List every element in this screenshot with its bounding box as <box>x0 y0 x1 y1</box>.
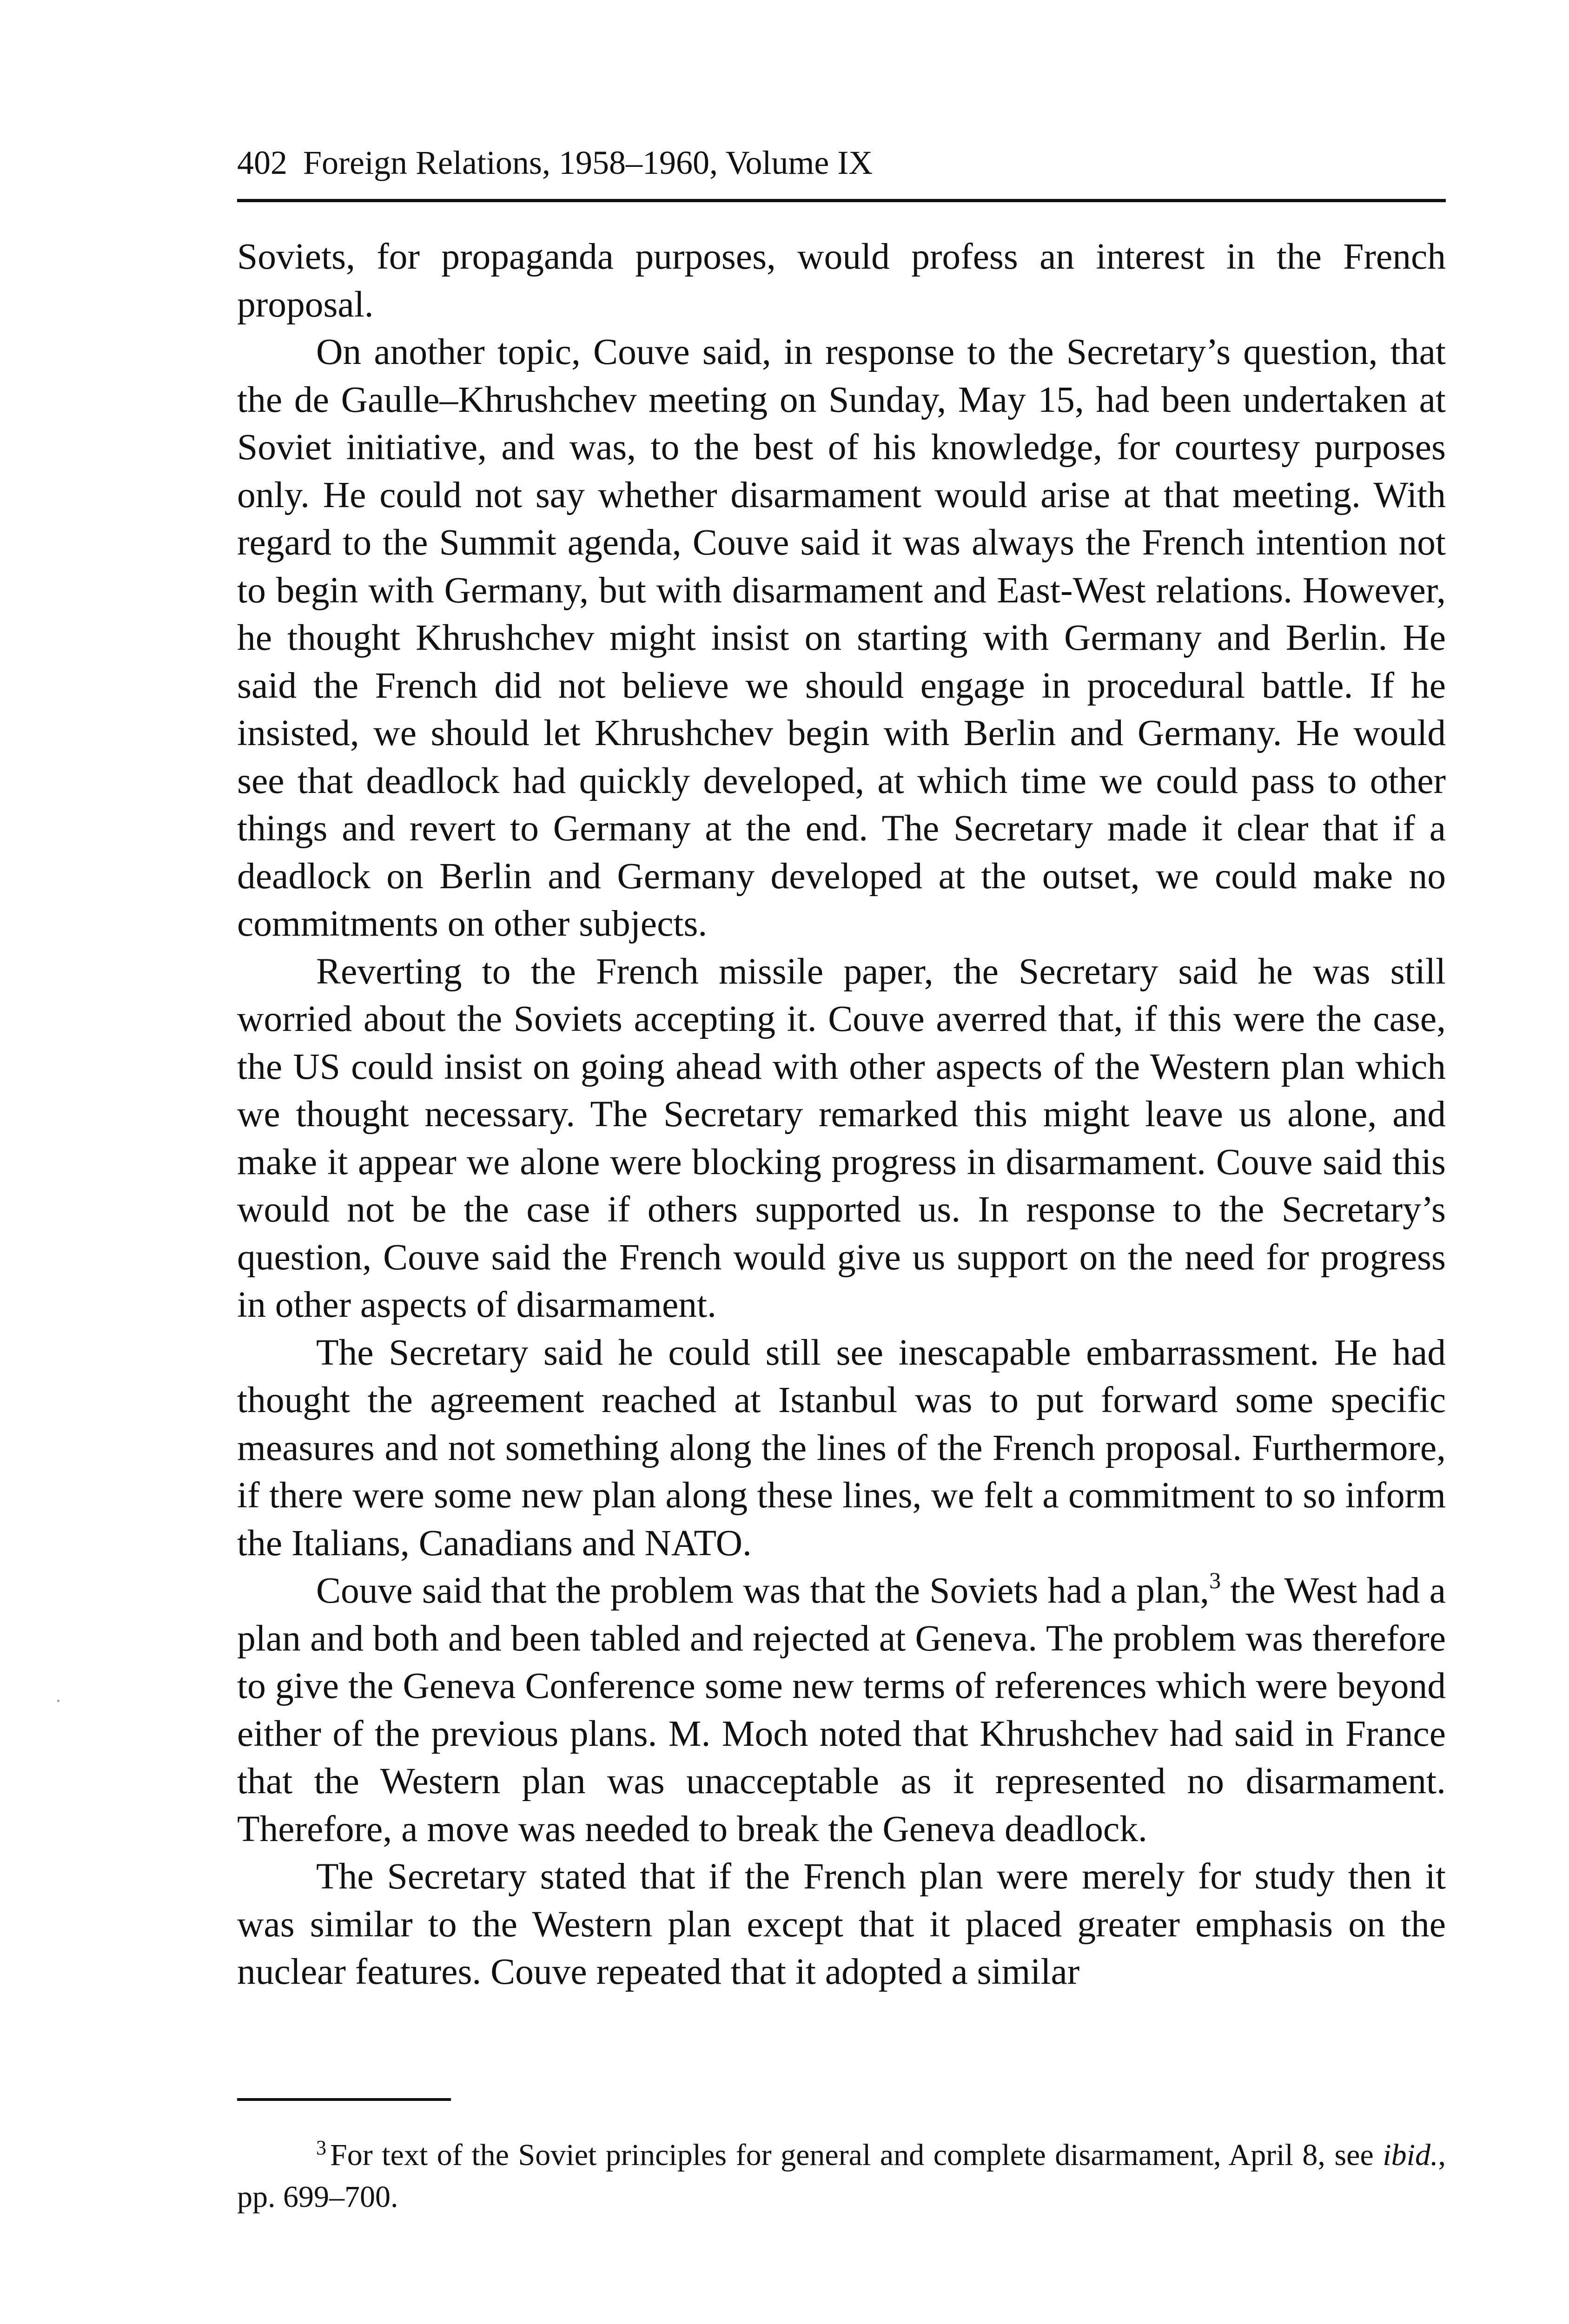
paragraph-5-rest: the West had a plan and both and been tabled and rejected at Geneva. The problem was therefore to give the Geneva Conference some new terms of references which were beyond either of the previous plans. M. Moch noted that Khrushchev had said in France that the Western plan was unacceptable as it represented no disarmament. Therefore, a move was needed to break the Geneva deadlock. <box>237 1570 1446 1849</box>
paragraph-1: Soviets, for propaganda purposes, would profess an interest in the French proposal. <box>237 236 1446 325</box>
footnote-rule <box>237 2098 451 2101</box>
scan-speck <box>57 1700 60 1702</box>
footnote <box>237 2134 1446 2218</box>
footnote-ibid: ibid. <box>1383 2138 1438 2172</box>
paragraph-2: On another topic, Couve said, in response to the Secretary’s question, that the de Gaulle–Khrushchev meeting on Sunday, May 15, had been undertaken at Soviet initiative, and was, to the best of his knowledge, for courtesy purposes only. He could not say whether disarmament would arise at that meeting. With regard to the Summit agenda, Couve said it was always the French intention not to begin with Germany, but with disarmament and East-West relations. However, he thought Khrushchev might insist on starting with Germany and Berlin. He said the French did not believe we should engage in procedural battle. If he insisted, we should let Khrushchev begin with Berlin and Germany. He would see that deadlock had quickly developed, at which time we could pass to other things and revert to Germany at the end. The Secretary made it clear that if a deadlock on Berlin and Germany developed at the outset, we could make no commitments on other subjects. <box>237 331 1446 944</box>
paragraph-3: Reverting to the French missile paper, the Secretary said he was still worried about the Soviets accepting it. Couve averred that, if this were the case, the US could insist on going ahead with other aspects of the Western plan which we thought necessary. The Secretary remarked this might leave us alone, and make it appear we alone were blocking progress in disarmament. Couve said this would not be the case if others supported us. In response to the Secretary’s question, Couve said the French would give us support on the need for progress in other aspects of disarmament. <box>237 951 1446 1325</box>
header-rule <box>237 199 1446 202</box>
footnote-number: 3 <box>316 2136 326 2159</box>
paragraph-5-start: Couve said that the problem was that the Soviets had a plan, <box>316 1570 1210 1611</box>
page-number: 402 <box>237 144 287 181</box>
paragraph-5 <box>237 1567 1446 1853</box>
paragraph-4: The Secretary said he could still see inescapable embarrassment. He had thought the agreement reached at Istanbul was to put forward some specific measures and not something along the lines of the French proposal. Furthermore, if there were some new plan along these lines, we felt a commitment to so inform the Italians, Canadians and NATO. <box>237 1332 1446 1564</box>
body-text <box>237 233 1446 1996</box>
paragraph-6: The Secretary stated that if the French plan were merely for study then it was similar to the Western plan except that it placed greater emphasis on the nuclear features. Couve repeated that it adopted a similar <box>237 1856 1446 1992</box>
running-head <box>237 139 1446 186</box>
footnote-pages: , pp. 699–700. <box>237 2138 1446 2214</box>
volume-title: Foreign Relations, 1958–1960, Volume IX <box>303 144 873 181</box>
footnote-reference: 3 <box>1209 1567 1221 1593</box>
footnote-text: For text of the Soviet principles for general and complete disarmament, April 8, see <box>330 2138 1383 2172</box>
document-page <box>237 139 1446 2218</box>
